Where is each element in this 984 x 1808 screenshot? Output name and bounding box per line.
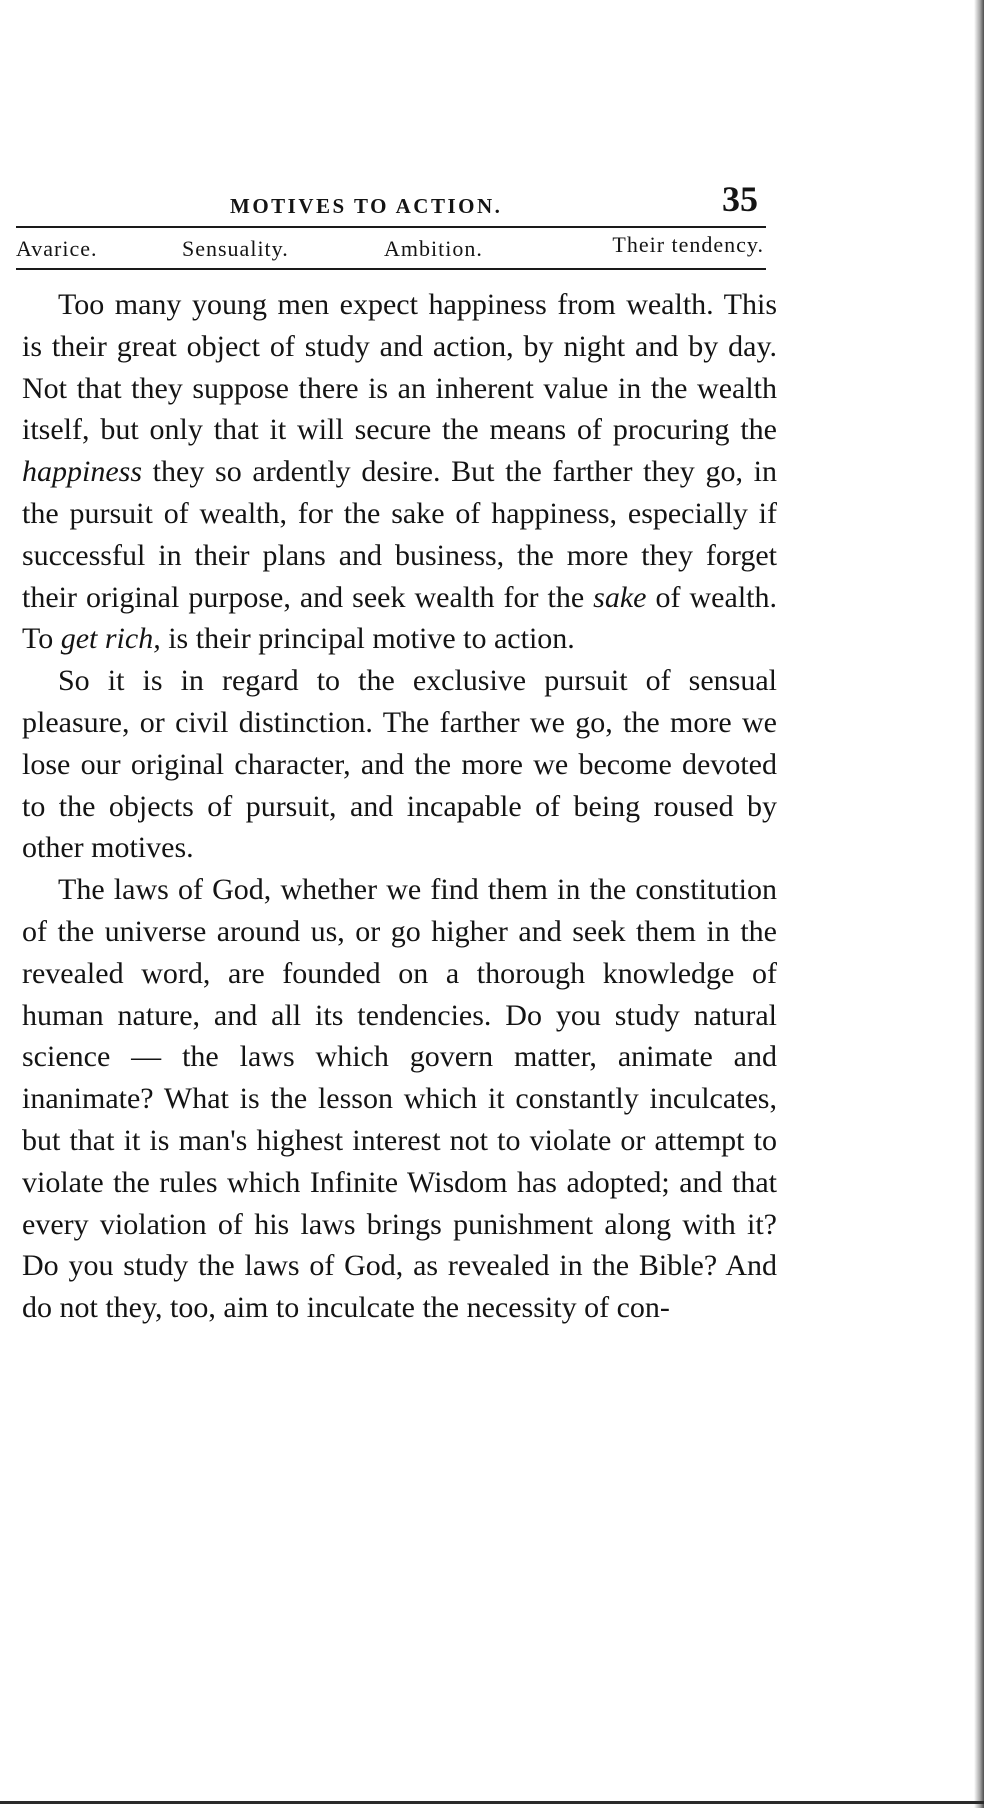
paragraph-1 <box>22 284 777 660</box>
emphasis-sake: sake <box>593 580 647 614</box>
topic-ambition: Ambition. <box>384 236 483 261</box>
scan-edge-shadow <box>974 0 984 1808</box>
emphasis-happiness: happiness <box>22 455 142 489</box>
topic-their-tendency: Their tendency. <box>612 232 764 257</box>
header-rule-bottom <box>16 268 766 270</box>
emphasis-get-rich: get rich, <box>60 622 161 656</box>
paragraph-1-part-c: they so ardently desire. But the farther they go, in the pursuit of wealth, for the sake of happiness, especially if successful in their plans and business, the more they forget their original purpose, and seek wealth for the <box>22 455 777 614</box>
scan-bottom-edge <box>0 1801 984 1804</box>
paragraph-2: So it is in regard to the exclusive pursuit of sensual pleasure, or civil distinction. The farther we go, the more we lose our original character, and the more we become devoted to the objects of pursuit, and incapable of being roused by other motives. <box>22 664 777 865</box>
paragraph-1-part-e: of wealth. To <box>22 580 777 656</box>
topic-avarice: Avarice. <box>16 236 98 261</box>
page-number: 35 <box>722 179 758 219</box>
paragraph-3: The laws of God, whether we find them in the constitution of the universe around us, or go higher and seek them in the revealed word, are founded on a thorough knowledge of human nature, and all its tendencies. Do you study natural science — the laws which govern matter, animate and inanimate? What is the lesson which it constantly inculcates, but that it is man's highest interest not to violate or attempt to violate the rules which Infinite Wisdom has adopted; and that every violation of his laws brings punishment along with it? Do you study the laws of God, as revealed in the Bible? And do not they, too, aim to inculcate the necessity of con- <box>22 873 777 1325</box>
topic-sensuality: Sensuality. <box>182 236 289 261</box>
page-header <box>20 178 766 226</box>
header-rule-top <box>16 226 766 228</box>
running-title: MOTIVES TO ACTION. <box>230 194 503 218</box>
body-text <box>22 284 777 1329</box>
paragraph-1-part-g: is their principal motive to action. <box>160 622 575 656</box>
paragraph-1-part-a: Too many young men expect happiness from wealth. This is their great object of study and action, by night and by day. Not that they suppose there is an inherent value in the wealth itself, but only that it will secure the means of procuring the <box>22 288 777 447</box>
topic-headings <box>16 232 766 264</box>
